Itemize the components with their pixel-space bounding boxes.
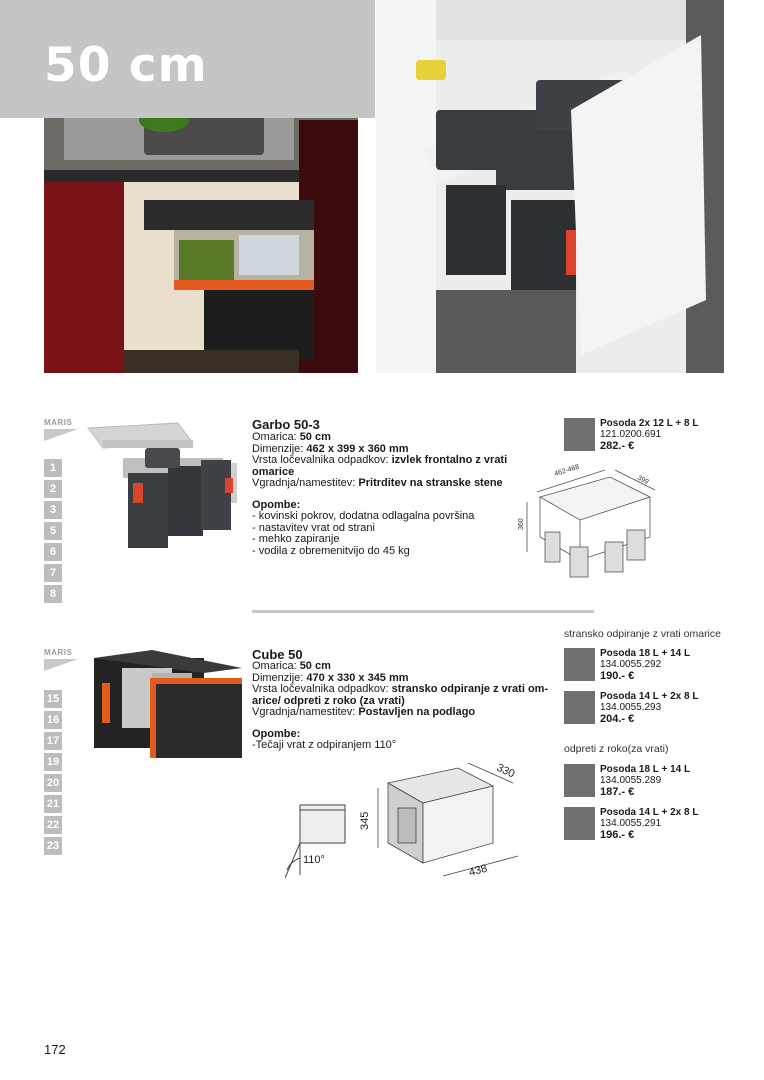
note-item: - kovinski pokrov, dodatna odlagalna površina xyxy=(252,510,475,522)
price-group-1 xyxy=(564,648,698,734)
variant-number-list xyxy=(44,690,62,858)
spec-value: 50 cm xyxy=(299,431,331,443)
section-title-banner xyxy=(0,0,375,118)
hero-photo-right xyxy=(376,0,724,373)
spec-label: Dimenzije: xyxy=(252,442,307,455)
variant-number-box: 8 xyxy=(44,585,62,603)
spec-label: Vrsta ločevalnika odpadkov: xyxy=(252,454,392,466)
variant-number-box: 5 xyxy=(44,522,62,540)
variant-number-box: 15 xyxy=(44,690,62,708)
series-wedge xyxy=(44,429,78,441)
dim-width-label: 438 xyxy=(467,862,489,879)
cabinet-drawer-photo xyxy=(376,0,724,373)
spec-type-cont: omarice xyxy=(252,465,295,478)
variant-number-box: 6 xyxy=(44,543,62,561)
price-swatch xyxy=(564,648,595,681)
note-item: - nastavitev vrat od strani xyxy=(252,521,375,534)
dim-depth-label: 399 xyxy=(636,474,650,487)
cube-bin-image xyxy=(92,648,244,760)
price-code: 134.0055.293 xyxy=(600,702,662,713)
variant-number-box: 21 xyxy=(44,795,62,813)
price-value: 187.- € xyxy=(600,786,635,798)
price-name: Posoda 14 L + 2x 8 L xyxy=(600,807,699,818)
garbo-dimension-drawing xyxy=(515,462,665,592)
variant-number-box: 17 xyxy=(44,732,62,750)
series-label: MARIS xyxy=(44,648,73,657)
price-swatch xyxy=(564,807,595,840)
notes-list xyxy=(252,511,552,557)
product-title-garbo: Garbo 50-3 xyxy=(252,417,320,432)
spec-label: Dimenzije: xyxy=(252,671,307,684)
spec-value: Pritrditev na stranske stene xyxy=(358,477,503,489)
variant-number-box: 1 xyxy=(44,459,62,477)
dim-height-label: 345 xyxy=(359,811,371,830)
price-group-caption: stransko odpiranje z vrati omarice xyxy=(564,628,721,640)
spec-type xyxy=(252,684,552,696)
price-value: 282.- € xyxy=(600,440,635,452)
note-item: - mehko zapiranje xyxy=(252,533,340,545)
page-number: 172 xyxy=(44,1042,66,1057)
variant-number-box: 3 xyxy=(44,501,62,519)
spec-label: Vrsta ločevalnika odpadkov: xyxy=(252,683,392,695)
price-entry xyxy=(564,648,698,682)
hero-photo-left xyxy=(44,100,358,373)
variant-number-box: 7 xyxy=(44,564,62,582)
spec-value: 462 x 399 x 360 mm xyxy=(306,442,409,455)
price-code: 134.0055.291 xyxy=(600,818,662,829)
price-name: Posoda 18 L + 14 L xyxy=(600,764,691,775)
variant-number-box: 22 xyxy=(44,816,62,834)
door-angle-label: 110° xyxy=(303,854,325,866)
price-info xyxy=(600,691,698,725)
price-swatch xyxy=(564,418,595,451)
price-entry xyxy=(564,807,698,841)
section-title: 50 cm xyxy=(44,38,208,93)
price-entry-garbo xyxy=(600,418,698,452)
product-title-cube: Cube 50 xyxy=(252,647,303,662)
price-group-2 xyxy=(564,764,698,850)
dim-depth-label: 330 xyxy=(494,761,517,781)
price-value: 204.- € xyxy=(600,713,635,725)
dim-height-label: 360 xyxy=(518,518,525,530)
variant-number-box: 2 xyxy=(44,480,62,498)
variant-number-box: 20 xyxy=(44,774,62,792)
spec-type-cont: arice/ odpreti z roko (za vrati) xyxy=(252,694,405,707)
cube-dimension-drawing xyxy=(358,758,528,888)
price-entry xyxy=(564,764,698,798)
variant-number-box: 16 xyxy=(44,711,62,729)
notes-list xyxy=(252,740,552,752)
product-specs-cube xyxy=(252,661,552,752)
price-info xyxy=(600,807,698,841)
note-item: -Tečaji vrat z odpiranjem 110° xyxy=(252,739,397,751)
product-image-cube xyxy=(92,648,244,760)
price-code: 121.0200.691 xyxy=(600,429,662,440)
spec-value: izvlek frontalno z vrati xyxy=(391,454,508,466)
price-group-caption: odpreti z roko(za vrati) xyxy=(564,743,669,755)
spec-label: Vgradnja/namestitev: xyxy=(252,477,359,489)
price-name: Posoda 14 L + 2x 8 L xyxy=(600,691,699,702)
price-swatch xyxy=(564,691,595,724)
spec-label: Omarica: xyxy=(252,431,300,443)
spec-label: Omarica: xyxy=(252,660,300,672)
price-code: 134.0055.292 xyxy=(600,659,662,670)
product-image-garbo xyxy=(83,418,243,553)
variant-number-box: 23 xyxy=(44,837,62,855)
spec-mount xyxy=(252,478,552,490)
cube-door-angle-drawing xyxy=(285,800,355,880)
dim-width-label: 462-468 xyxy=(553,463,581,478)
variant-number-list xyxy=(44,459,62,606)
price-info xyxy=(600,764,690,798)
spec-value: 50 cm xyxy=(299,660,331,672)
spec-type xyxy=(252,455,552,467)
spec-label: Vgradnja/namestitev: xyxy=(252,706,359,718)
section-divider xyxy=(252,610,594,613)
spec-value: stransko odpiranje z vrati om- xyxy=(391,683,549,695)
kitchen-sink-photo xyxy=(44,100,358,373)
garbo-bin-image xyxy=(83,418,243,553)
price-entry xyxy=(564,691,698,725)
price-code: 134.0055.289 xyxy=(600,775,662,786)
notes-heading: Opombe: xyxy=(252,727,301,740)
price-value: 196.- € xyxy=(600,829,635,841)
price-info xyxy=(600,648,690,682)
price-name: Posoda 2x 12 L + 8 L xyxy=(600,418,699,429)
spec-value: Postavljen na podlago xyxy=(358,706,476,718)
product-specs-garbo xyxy=(252,432,552,557)
price-swatch xyxy=(564,764,595,797)
spec-value: 470 x 330 x 345 mm xyxy=(306,671,409,684)
series-label: MARIS xyxy=(44,418,73,427)
spec-mount xyxy=(252,707,552,719)
note-item: - vodila z obremenitvijo do 45 kg xyxy=(252,544,410,557)
series-wedge xyxy=(44,659,78,671)
price-value: 190.- € xyxy=(600,670,635,682)
variant-number-box: 19 xyxy=(44,753,62,771)
price-name: Posoda 18 L + 14 L xyxy=(600,648,691,659)
notes-heading: Opombe: xyxy=(252,498,301,511)
